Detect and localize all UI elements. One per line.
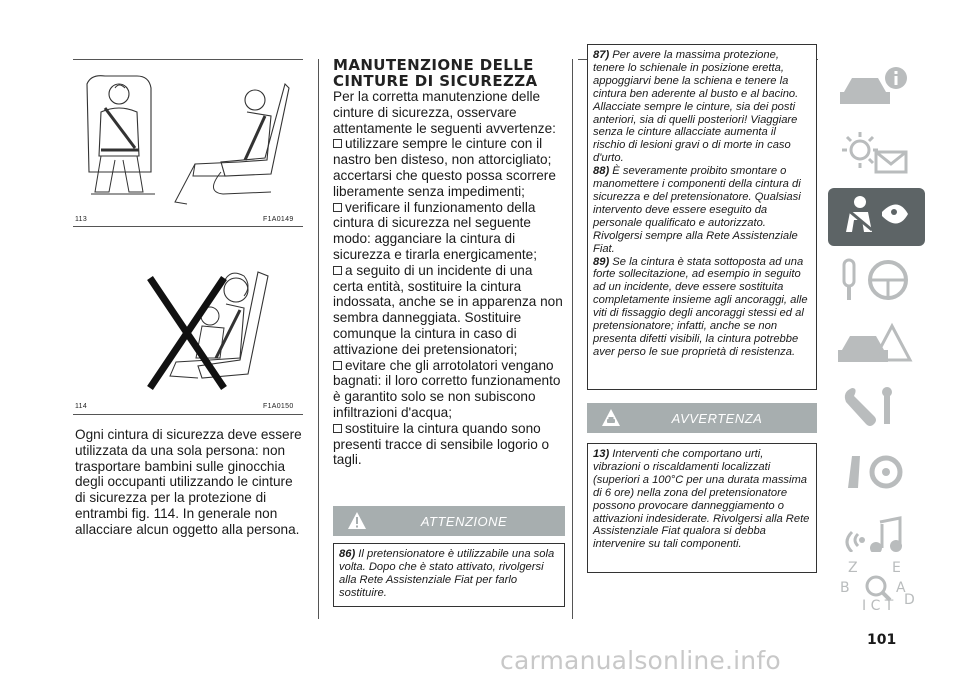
avvertenza-heading: AVVERTENZA xyxy=(671,411,763,426)
figure-114-illustration xyxy=(140,262,290,398)
bullet-square-icon xyxy=(333,139,342,148)
top-rule-left xyxy=(73,59,303,60)
bullet-item xyxy=(333,263,565,358)
figure-114-number: 114 xyxy=(75,403,88,410)
note-text: Per avere la massima protezione, tenere lo schienale in posizione eretta, appoggiarvi bene la schiena e tenere la cintura ben aderente al busto e al bacino. Allacciate sempre le cinture, sia dei posti anteriori, sia di quelli posteriori! Viaggiare senza le cinture allacciate aumenta il rischio di lesioni gravi o di morte in caso d'urto. xyxy=(593,49,799,165)
note-number: 89) xyxy=(593,255,610,268)
section-lead: Per la corretta manutenzione delle cinture di sicurezza, osservare attentamente le seguenti avvertenze: xyxy=(333,89,556,136)
section-title: MANUTENZIONE DELLE CINTURE DI SICUREZZA xyxy=(333,56,538,90)
watermark: carmanualsonline.info xyxy=(500,646,781,675)
bullet-item xyxy=(333,136,565,199)
note-text: Se la cintura è stata sottoposta ad una forte sollecitazione, ad esempio in seguito ad un incidente, deve essere sostituita completamente insieme agli ancoraggi, alle viti di fissaggio degli ancoraggi stessi ed al pretensionatore; infatti, anche se non presenta difetti visibili, la cintura potrebbe aver perso le sue proprietà di resistenza. xyxy=(593,255,808,358)
note-text: Interventi che comportano urti, vibrazioni o riscaldamenti localizzati (superiori a 100°C per una durata massima di 6 ore) nella zona del pretensionatore possono provocare danneggiamento o attivazioni indesiderate. Rivolgersi alla Rete Assistenziale Fiat qualora si debba intervenire su tali componenti. xyxy=(593,448,810,551)
tab-technical-data[interactable] xyxy=(828,444,925,502)
key-steering-wheel-icon xyxy=(838,256,914,306)
wrench-maintenance-icon xyxy=(838,384,914,434)
bullet-text: evitare che gli arrotolatori vengano bagnati: il loro corretto funzionamento è garantito solo se non subiscono infiltrazioni d'acqua; xyxy=(333,357,561,420)
note-number: 13) xyxy=(593,448,610,460)
bullet-item xyxy=(333,200,565,263)
figure-113-number: 113 xyxy=(75,216,88,223)
figure-113-rule xyxy=(73,226,303,227)
figure-114-code: F1A0150 xyxy=(263,403,294,410)
bullet-text: utilizzare sempre le cinture con il nastro ben disteso, non attorcigliato; accertarsi che questo possa scorrere liberamente senza impedimenti; xyxy=(333,136,556,199)
column-divider-1 xyxy=(318,59,319,619)
note-89 xyxy=(593,256,811,359)
svg-text:Z: Z xyxy=(848,560,858,576)
bullet-square-icon xyxy=(333,203,342,212)
svg-text:A: A xyxy=(896,580,906,596)
figure-113-illustration xyxy=(75,64,303,212)
figure-114-rule xyxy=(73,414,303,415)
note-number: 88) xyxy=(593,165,610,178)
bullet-text: verificare il funzionamento della cintura di sicurezza nel seguente modo: agganciare la cintura di sicurezza e tirarla energicamente; xyxy=(333,199,537,262)
tab-emergency[interactable] xyxy=(828,316,925,374)
intro-paragraph: Ogni cintura di sicurezza deve essere utilizzata da una sola persona: non trasportare bambini sulle ginocchia degli occupanti utilizzando le cinture di sicurezza per la protezione di entrambi fig. 114. In generale non allacciare alcun oggetto alla persona. xyxy=(75,427,302,537)
figure-113-code: F1A0149 xyxy=(263,216,294,223)
note-88 xyxy=(593,165,811,255)
attenzione-header xyxy=(333,506,565,536)
avvertenza-header xyxy=(587,403,817,433)
bullet-item xyxy=(333,358,565,421)
notes-87-89-box xyxy=(587,44,817,390)
note-text: È severamente proibito smontare o manomettere i componenti della cintura di sicurezza e del pretensionatore. Qualsiasi intervento deve essere eseguito da personale qualificato e autorizzato. Rivolgersi sempre alla Rete Assistenziale Fiat. xyxy=(593,165,801,255)
car-info-icon xyxy=(838,64,914,114)
attenzione-heading: ATTENZIONE xyxy=(420,514,508,529)
svg-text:I C T: I C T xyxy=(862,598,894,614)
bullet-text: a seguito di un incidente di una certa entità, sostituire la cintura indossata, anche se in apparenza non sembra danneggiata. Sostituire comunque la cintura in caso di attivazione dei pretensionatori; xyxy=(333,262,563,357)
note-text: Il pretensionatore è utilizzabile una sola volta. Dopo che è stato attivato, rivolgersi alla Rete Assistenziale Fiat per farlo sostituire. xyxy=(339,548,555,599)
note-86 xyxy=(339,548,559,600)
note-87 xyxy=(593,49,811,165)
bullet-square-icon xyxy=(333,424,342,433)
technical-data-icon xyxy=(838,448,914,498)
bullet-item xyxy=(333,421,565,468)
tab-index[interactable] xyxy=(828,552,925,616)
tab-safety[interactable] xyxy=(828,188,925,246)
tab-starting-driving[interactable] xyxy=(828,252,925,310)
note-13 xyxy=(593,448,811,551)
note-number: 87) xyxy=(593,49,610,61)
note-number: 86) xyxy=(339,548,356,560)
seatbelt-airbag-icon xyxy=(838,192,914,242)
car-emergency-icon xyxy=(838,320,914,370)
tab-car-info[interactable] xyxy=(828,60,925,118)
index-letters-icon xyxy=(838,556,918,616)
svg-text:D: D xyxy=(904,592,915,608)
warning-lights-icon xyxy=(838,128,914,178)
tab-warning-lights[interactable] xyxy=(828,124,925,182)
page-number: 101 xyxy=(867,632,897,648)
svg-text:B: B xyxy=(840,580,850,596)
column-divider-2 xyxy=(572,59,573,619)
svg-text:E: E xyxy=(892,560,901,576)
maintenance-text xyxy=(333,89,565,468)
note-13-box xyxy=(587,443,817,573)
bullet-square-icon xyxy=(333,266,342,275)
bullet-text: sostituire la cintura quando sono presenti tracce di sensibile logorio o tagli. xyxy=(333,420,550,468)
tab-maintenance[interactable] xyxy=(828,380,925,438)
note-86-box xyxy=(333,543,565,607)
bullet-square-icon xyxy=(333,361,342,370)
